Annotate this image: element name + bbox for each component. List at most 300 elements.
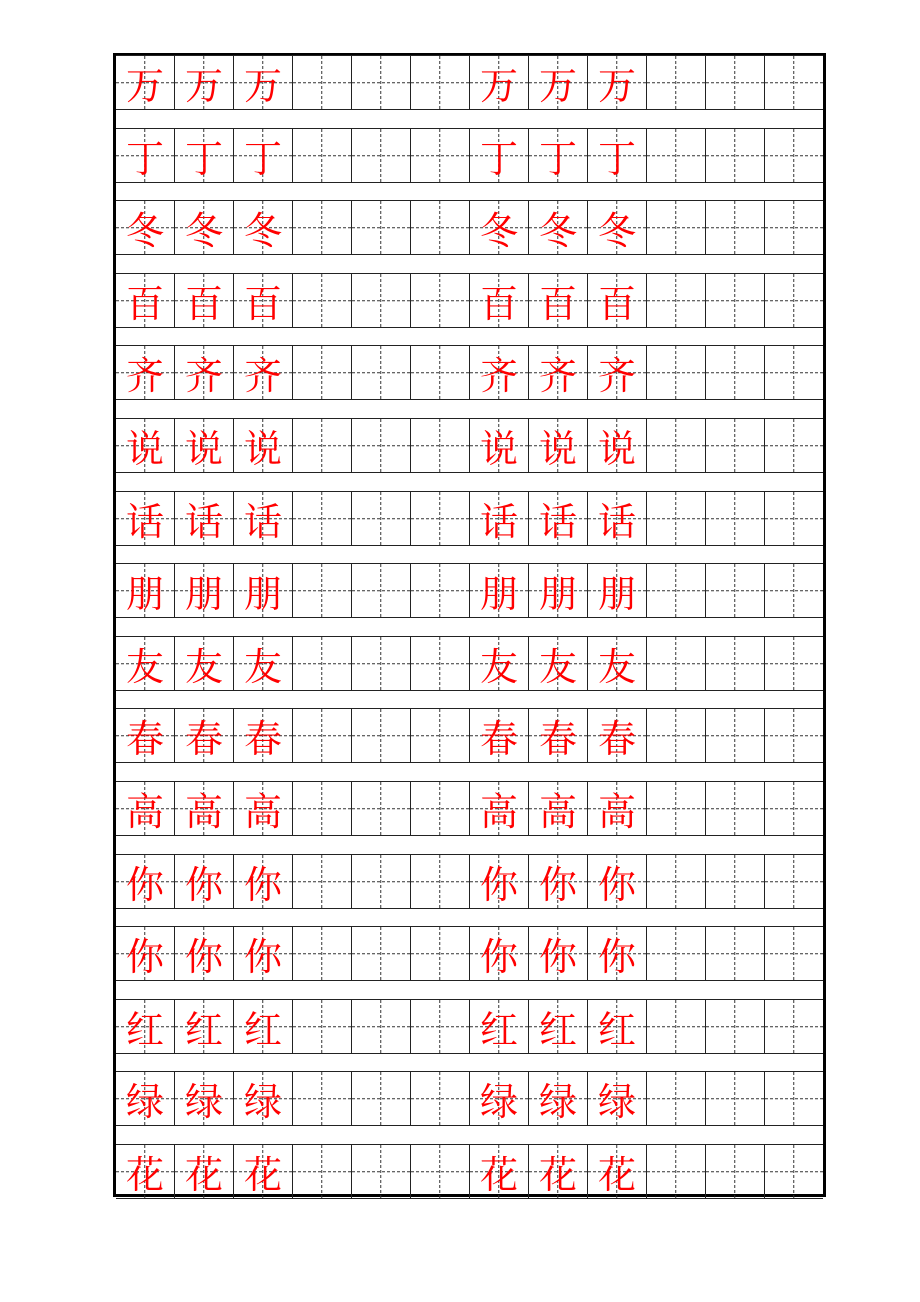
tian-grid-cell[interactable] — [293, 274, 352, 327]
tian-grid-cell[interactable] — [529, 346, 588, 399]
tian-grid-cell[interactable] — [647, 1072, 706, 1125]
traced-character: 冬 — [479, 208, 518, 253]
tian-grid-cell[interactable] — [175, 1072, 234, 1125]
tian-grid-cell[interactable] — [116, 709, 175, 762]
tian-grid-cell[interactable] — [588, 492, 647, 545]
tian-grid-cell[interactable] — [234, 274, 293, 327]
traced-character: 朋 — [125, 571, 164, 616]
tian-grid-cell[interactable] — [352, 492, 411, 545]
traced-character: 绿 — [538, 1079, 577, 1124]
tian-grid-cell[interactable] — [647, 201, 706, 254]
traced-character: 你 — [479, 934, 518, 979]
tian-grid-cell[interactable] — [116, 56, 175, 109]
tian-grid-cell[interactable] — [588, 1145, 647, 1198]
traced-character: 你 — [184, 862, 223, 907]
traced-character: 春 — [184, 716, 223, 761]
traced-character: 丁 — [125, 136, 164, 181]
tian-grid-cell[interactable] — [765, 855, 823, 908]
tian-grid-cell[interactable] — [234, 346, 293, 399]
tian-grid-cell[interactable] — [411, 129, 470, 182]
tian-grid-cell[interactable] — [588, 1072, 647, 1125]
traced-character: 说 — [125, 426, 164, 471]
traced-character: 话 — [125, 499, 164, 544]
tian-grid-cell[interactable] — [352, 56, 411, 109]
practice-row — [116, 55, 823, 110]
tian-grid-cell[interactable] — [647, 274, 706, 327]
traced-character: 高 — [538, 789, 577, 834]
traced-character: 丁 — [243, 136, 282, 181]
tian-grid-cell[interactable] — [352, 1000, 411, 1053]
practice-row — [116, 1144, 823, 1199]
tian-grid-cell[interactable] — [765, 129, 823, 182]
tian-grid-cell[interactable] — [588, 709, 647, 762]
tian-grid-cell[interactable] — [234, 1072, 293, 1125]
tian-grid-cell[interactable] — [116, 782, 175, 835]
tian-grid-cell[interactable] — [411, 492, 470, 545]
traced-character: 你 — [597, 862, 636, 907]
tian-grid-cell[interactable] — [706, 201, 765, 254]
tian-grid-cell[interactable] — [765, 201, 823, 254]
tian-grid-cell[interactable] — [116, 274, 175, 327]
practice-row — [116, 999, 823, 1054]
tian-grid-cell[interactable] — [765, 637, 823, 690]
tian-grid-cell[interactable] — [175, 56, 234, 109]
practice-row — [116, 926, 823, 981]
tian-grid-cell[interactable] — [411, 56, 470, 109]
traced-character: 绿 — [597, 1079, 636, 1124]
tian-grid-cell[interactable] — [765, 709, 823, 762]
tian-grid-cell[interactable] — [352, 564, 411, 617]
tian-grid-cell[interactable] — [411, 564, 470, 617]
tian-grid-cell[interactable] — [175, 637, 234, 690]
tian-grid-cell[interactable] — [293, 1000, 352, 1053]
tian-grid-cell[interactable] — [234, 492, 293, 545]
tian-grid-cell[interactable] — [352, 637, 411, 690]
traced-character: 冬 — [243, 208, 282, 253]
tian-grid-cell[interactable] — [116, 1000, 175, 1053]
practice-row — [116, 854, 823, 909]
tian-grid-cell[interactable] — [234, 564, 293, 617]
practice-row — [116, 708, 823, 763]
traced-character: 话 — [597, 499, 636, 544]
tian-grid-cell[interactable] — [234, 782, 293, 835]
tian-grid-cell[interactable] — [647, 1000, 706, 1053]
traced-character: 你 — [538, 934, 577, 979]
traced-character: 丁 — [597, 136, 636, 181]
tian-grid-cell[interactable] — [529, 709, 588, 762]
tian-grid-cell[interactable] — [588, 56, 647, 109]
tian-grid-cell[interactable] — [411, 1000, 470, 1053]
tian-grid-cell[interactable] — [588, 346, 647, 399]
tian-grid-cell[interactable] — [175, 1145, 234, 1198]
traced-character: 万 — [125, 63, 164, 108]
traced-character: 花 — [243, 1152, 282, 1197]
tian-grid-cell[interactable] — [293, 782, 352, 835]
tian-grid-cell[interactable] — [706, 1072, 765, 1125]
traced-character: 绿 — [184, 1079, 223, 1124]
tian-grid-cell[interactable] — [647, 637, 706, 690]
tian-grid-cell[interactable] — [352, 782, 411, 835]
tian-grid-cell[interactable] — [293, 346, 352, 399]
tian-grid-cell[interactable] — [411, 346, 470, 399]
tian-grid-cell[interactable] — [293, 637, 352, 690]
tian-grid-cell[interactable] — [293, 709, 352, 762]
tian-grid-cell[interactable] — [529, 637, 588, 690]
tian-grid-cell[interactable] — [470, 709, 529, 762]
practice-row — [116, 345, 823, 400]
traced-character: 高 — [597, 789, 636, 834]
tian-grid-cell[interactable] — [352, 346, 411, 399]
tian-grid-cell[interactable] — [706, 564, 765, 617]
practice-row — [116, 781, 823, 836]
traced-character: 绿 — [125, 1079, 164, 1124]
tian-grid-cell[interactable] — [175, 927, 234, 980]
traced-character: 齐 — [597, 353, 636, 398]
traced-character: 春 — [538, 716, 577, 761]
traced-character: 丁 — [184, 136, 223, 181]
traced-character: 花 — [597, 1152, 636, 1197]
practice-row — [116, 200, 823, 255]
traced-character: 百 — [125, 281, 164, 326]
tian-grid-cell[interactable] — [175, 201, 234, 254]
tian-grid-cell[interactable] — [647, 346, 706, 399]
tian-grid-cell[interactable] — [234, 201, 293, 254]
traced-character: 你 — [243, 934, 282, 979]
practice-row — [116, 1071, 823, 1126]
tian-grid-cell[interactable] — [529, 56, 588, 109]
traced-character: 你 — [184, 934, 223, 979]
tian-grid-cell[interactable] — [470, 1145, 529, 1198]
tian-grid-cell[interactable] — [234, 855, 293, 908]
tian-grid-cell[interactable] — [116, 492, 175, 545]
tian-grid-cell[interactable] — [706, 927, 765, 980]
traced-character: 你 — [125, 934, 164, 979]
tian-grid-cell[interactable] — [529, 419, 588, 472]
tian-grid-cell[interactable] — [529, 927, 588, 980]
tian-grid-cell[interactable] — [588, 855, 647, 908]
tian-grid-cell[interactable] — [116, 129, 175, 182]
tian-grid-cell[interactable] — [470, 419, 529, 472]
traced-character: 绿 — [243, 1079, 282, 1124]
tian-grid-cell[interactable] — [529, 129, 588, 182]
tian-grid-cell[interactable] — [411, 637, 470, 690]
practice-row — [116, 636, 823, 691]
tian-grid-cell[interactable] — [411, 419, 470, 472]
tian-grid-cell[interactable] — [588, 201, 647, 254]
tian-grid-cell[interactable] — [352, 709, 411, 762]
practice-grid-sheet — [113, 53, 826, 1197]
tian-grid-cell[interactable] — [470, 1000, 529, 1053]
tian-grid-cell[interactable] — [352, 419, 411, 472]
tian-grid-cell[interactable] — [116, 1145, 175, 1198]
traced-character: 话 — [184, 499, 223, 544]
tian-grid-cell[interactable] — [411, 855, 470, 908]
traced-character: 万 — [538, 63, 577, 108]
tian-grid-cell[interactable] — [529, 1000, 588, 1053]
traced-character: 春 — [479, 716, 518, 761]
tian-grid-cell[interactable] — [588, 637, 647, 690]
tian-grid-cell[interactable] — [293, 201, 352, 254]
traced-character: 友 — [125, 644, 164, 689]
tian-grid-cell[interactable] — [411, 1145, 470, 1198]
tian-grid-cell[interactable] — [706, 855, 765, 908]
traced-character: 百 — [479, 281, 518, 326]
tian-grid-cell[interactable] — [470, 782, 529, 835]
tian-grid-cell[interactable] — [647, 492, 706, 545]
traced-character: 丁 — [538, 136, 577, 181]
traced-character: 冬 — [538, 208, 577, 253]
tian-grid-cell[interactable] — [411, 1072, 470, 1125]
traced-character: 冬 — [125, 208, 164, 253]
tian-grid-cell[interactable] — [588, 419, 647, 472]
tian-grid-cell[interactable] — [175, 274, 234, 327]
tian-grid-cell[interactable] — [706, 419, 765, 472]
traced-character: 你 — [479, 862, 518, 907]
tian-grid-cell[interactable] — [647, 855, 706, 908]
traced-character: 百 — [597, 281, 636, 326]
traced-character: 红 — [597, 1007, 636, 1052]
tian-grid-cell[interactable] — [411, 782, 470, 835]
tian-grid-cell[interactable] — [411, 274, 470, 327]
tian-grid-cell[interactable] — [647, 419, 706, 472]
traced-character: 话 — [243, 499, 282, 544]
traced-character: 话 — [479, 499, 518, 544]
tian-grid-cell[interactable] — [706, 709, 765, 762]
tian-grid-cell[interactable] — [116, 1072, 175, 1125]
traced-character: 高 — [184, 789, 223, 834]
tian-grid-cell[interactable] — [706, 782, 765, 835]
tian-grid-cell[interactable] — [234, 419, 293, 472]
tian-grid-cell[interactable] — [116, 564, 175, 617]
tian-grid-cell[interactable] — [647, 56, 706, 109]
tian-grid-cell[interactable] — [765, 56, 823, 109]
tian-grid-cell[interactable] — [706, 274, 765, 327]
tian-grid-cell[interactable] — [647, 1145, 706, 1198]
tian-grid-cell[interactable] — [234, 129, 293, 182]
tian-grid-cell[interactable] — [706, 492, 765, 545]
tian-grid-cell[interactable] — [352, 201, 411, 254]
tian-grid-cell[interactable] — [234, 1000, 293, 1053]
tian-grid-cell[interactable] — [234, 637, 293, 690]
tian-grid-cell[interactable] — [588, 1000, 647, 1053]
traced-character: 冬 — [597, 208, 636, 253]
traced-character: 说 — [243, 426, 282, 471]
tian-grid-cell[interactable] — [293, 927, 352, 980]
tian-grid-cell[interactable] — [293, 1072, 352, 1125]
tian-grid-cell[interactable] — [411, 927, 470, 980]
tian-grid-cell[interactable] — [293, 1145, 352, 1198]
traced-character: 花 — [184, 1152, 223, 1197]
tian-grid-cell[interactable] — [529, 201, 588, 254]
traced-character: 高 — [125, 789, 164, 834]
traced-character: 花 — [125, 1152, 164, 1197]
tian-grid-cell[interactable] — [647, 927, 706, 980]
tian-grid-cell[interactable] — [706, 1145, 765, 1198]
tian-grid-cell[interactable] — [116, 927, 175, 980]
tian-grid-cell[interactable] — [234, 709, 293, 762]
practice-row — [116, 273, 823, 328]
tian-grid-cell[interactable] — [293, 492, 352, 545]
traced-character: 友 — [184, 644, 223, 689]
tian-grid-cell[interactable] — [175, 492, 234, 545]
traced-character: 说 — [538, 426, 577, 471]
tian-grid-cell[interactable] — [175, 419, 234, 472]
tian-grid-cell[interactable] — [116, 637, 175, 690]
tian-grid-cell[interactable] — [706, 129, 765, 182]
tian-grid-cell[interactable] — [706, 56, 765, 109]
traced-character: 齐 — [538, 353, 577, 398]
traced-character: 友 — [597, 644, 636, 689]
traced-character: 万 — [479, 63, 518, 108]
tian-grid-cell[interactable] — [588, 927, 647, 980]
tian-grid-cell[interactable] — [647, 129, 706, 182]
tian-grid-cell[interactable] — [175, 129, 234, 182]
tian-grid-cell[interactable] — [234, 927, 293, 980]
traced-character: 高 — [479, 789, 518, 834]
tian-grid-cell[interactable] — [470, 564, 529, 617]
tian-grid-cell[interactable] — [647, 709, 706, 762]
tian-grid-cell[interactable] — [352, 274, 411, 327]
tian-grid-cell[interactable] — [588, 274, 647, 327]
tian-grid-cell[interactable] — [529, 564, 588, 617]
traced-character: 万 — [597, 63, 636, 108]
tian-grid-cell[interactable] — [470, 492, 529, 545]
tian-grid-cell[interactable] — [293, 564, 352, 617]
traced-character: 春 — [125, 716, 164, 761]
tian-grid-cell[interactable] — [765, 492, 823, 545]
tian-grid-cell[interactable] — [293, 855, 352, 908]
tian-grid-cell[interactable] — [116, 201, 175, 254]
tian-grid-cell[interactable] — [411, 709, 470, 762]
tian-grid-cell[interactable] — [352, 927, 411, 980]
traced-character: 红 — [243, 1007, 282, 1052]
traced-character: 百 — [243, 281, 282, 326]
tian-grid-cell[interactable] — [765, 1145, 823, 1198]
traced-character: 绿 — [479, 1079, 518, 1124]
traced-character: 红 — [538, 1007, 577, 1052]
tian-grid-cell[interactable] — [293, 129, 352, 182]
traced-character: 朋 — [538, 571, 577, 616]
tian-grid-cell[interactable] — [529, 1145, 588, 1198]
tian-grid-cell[interactable] — [765, 782, 823, 835]
traced-character: 万 — [184, 63, 223, 108]
tian-grid-cell[interactable] — [293, 419, 352, 472]
tian-grid-cell[interactable] — [116, 346, 175, 399]
tian-grid-cell[interactable] — [116, 419, 175, 472]
traced-character: 丁 — [479, 136, 518, 181]
tian-grid-cell[interactable] — [706, 637, 765, 690]
traced-character: 话 — [538, 499, 577, 544]
tian-grid-cell[interactable] — [116, 855, 175, 908]
traced-character: 高 — [243, 789, 282, 834]
tian-grid-cell[interactable] — [234, 1145, 293, 1198]
tian-grid-cell[interactable] — [470, 346, 529, 399]
tian-grid-cell[interactable] — [470, 855, 529, 908]
tian-grid-cell[interactable] — [706, 346, 765, 399]
traced-character: 你 — [538, 862, 577, 907]
tian-grid-cell[interactable] — [352, 1072, 411, 1125]
tian-grid-cell[interactable] — [588, 129, 647, 182]
tian-grid-cell[interactable] — [175, 855, 234, 908]
tian-grid-cell[interactable] — [765, 346, 823, 399]
tian-grid-cell[interactable] — [765, 1000, 823, 1053]
traced-character: 齐 — [184, 353, 223, 398]
tian-grid-cell[interactable] — [765, 564, 823, 617]
traced-character: 春 — [243, 716, 282, 761]
tian-grid-cell[interactable] — [765, 419, 823, 472]
tian-grid-cell[interactable] — [706, 1000, 765, 1053]
tian-grid-cell[interactable] — [470, 637, 529, 690]
traced-character: 春 — [597, 716, 636, 761]
tian-grid-cell[interactable] — [234, 56, 293, 109]
tian-grid-cell[interactable] — [529, 855, 588, 908]
traced-character: 红 — [184, 1007, 223, 1052]
tian-grid-cell[interactable] — [470, 1072, 529, 1125]
tian-grid-cell[interactable] — [352, 1145, 411, 1198]
tian-grid-cell[interactable] — [588, 782, 647, 835]
tian-grid-cell[interactable] — [588, 564, 647, 617]
tian-grid-cell[interactable] — [470, 274, 529, 327]
tian-grid-cell[interactable] — [352, 855, 411, 908]
tian-grid-cell[interactable] — [529, 492, 588, 545]
tian-grid-cell[interactable] — [765, 274, 823, 327]
traced-character: 齐 — [479, 353, 518, 398]
tian-grid-cell[interactable] — [647, 782, 706, 835]
traced-character: 冬 — [184, 208, 223, 253]
traced-character: 花 — [538, 1152, 577, 1197]
practice-row — [116, 418, 823, 473]
tian-grid-cell[interactable] — [470, 129, 529, 182]
traced-character: 朋 — [479, 571, 518, 616]
traced-character: 齐 — [125, 353, 164, 398]
practice-row — [116, 563, 823, 618]
tian-grid-cell[interactable] — [765, 927, 823, 980]
tian-grid-cell[interactable] — [175, 346, 234, 399]
tian-grid-cell[interactable] — [529, 782, 588, 835]
traced-character: 朋 — [597, 571, 636, 616]
tian-grid-cell[interactable] — [470, 201, 529, 254]
traced-character: 齐 — [243, 353, 282, 398]
tian-grid-cell[interactable] — [470, 56, 529, 109]
tian-grid-cell[interactable] — [647, 564, 706, 617]
traced-character: 红 — [479, 1007, 518, 1052]
traced-character: 你 — [597, 934, 636, 979]
traced-character: 红 — [125, 1007, 164, 1052]
traced-character: 说 — [479, 426, 518, 471]
tian-grid-cell[interactable] — [529, 274, 588, 327]
tian-grid-cell[interactable] — [175, 1000, 234, 1053]
tian-grid-cell[interactable] — [529, 1072, 588, 1125]
practice-row — [116, 491, 823, 546]
tian-grid-cell[interactable] — [352, 129, 411, 182]
tian-grid-cell[interactable] — [765, 1072, 823, 1125]
tian-grid-cell[interactable] — [175, 564, 234, 617]
traced-character: 你 — [125, 862, 164, 907]
tian-grid-cell[interactable] — [470, 927, 529, 980]
traced-character: 朋 — [184, 571, 223, 616]
tian-grid-cell[interactable] — [175, 782, 234, 835]
traced-character: 朋 — [243, 571, 282, 616]
traced-character: 友 — [479, 644, 518, 689]
traced-character: 百 — [184, 281, 223, 326]
traced-character: 友 — [538, 644, 577, 689]
tian-grid-cell[interactable] — [411, 201, 470, 254]
traced-character: 百 — [538, 281, 577, 326]
traced-character: 你 — [243, 862, 282, 907]
tian-grid-cell[interactable] — [175, 709, 234, 762]
practice-row — [116, 128, 823, 183]
tian-grid-cell[interactable] — [293, 56, 352, 109]
